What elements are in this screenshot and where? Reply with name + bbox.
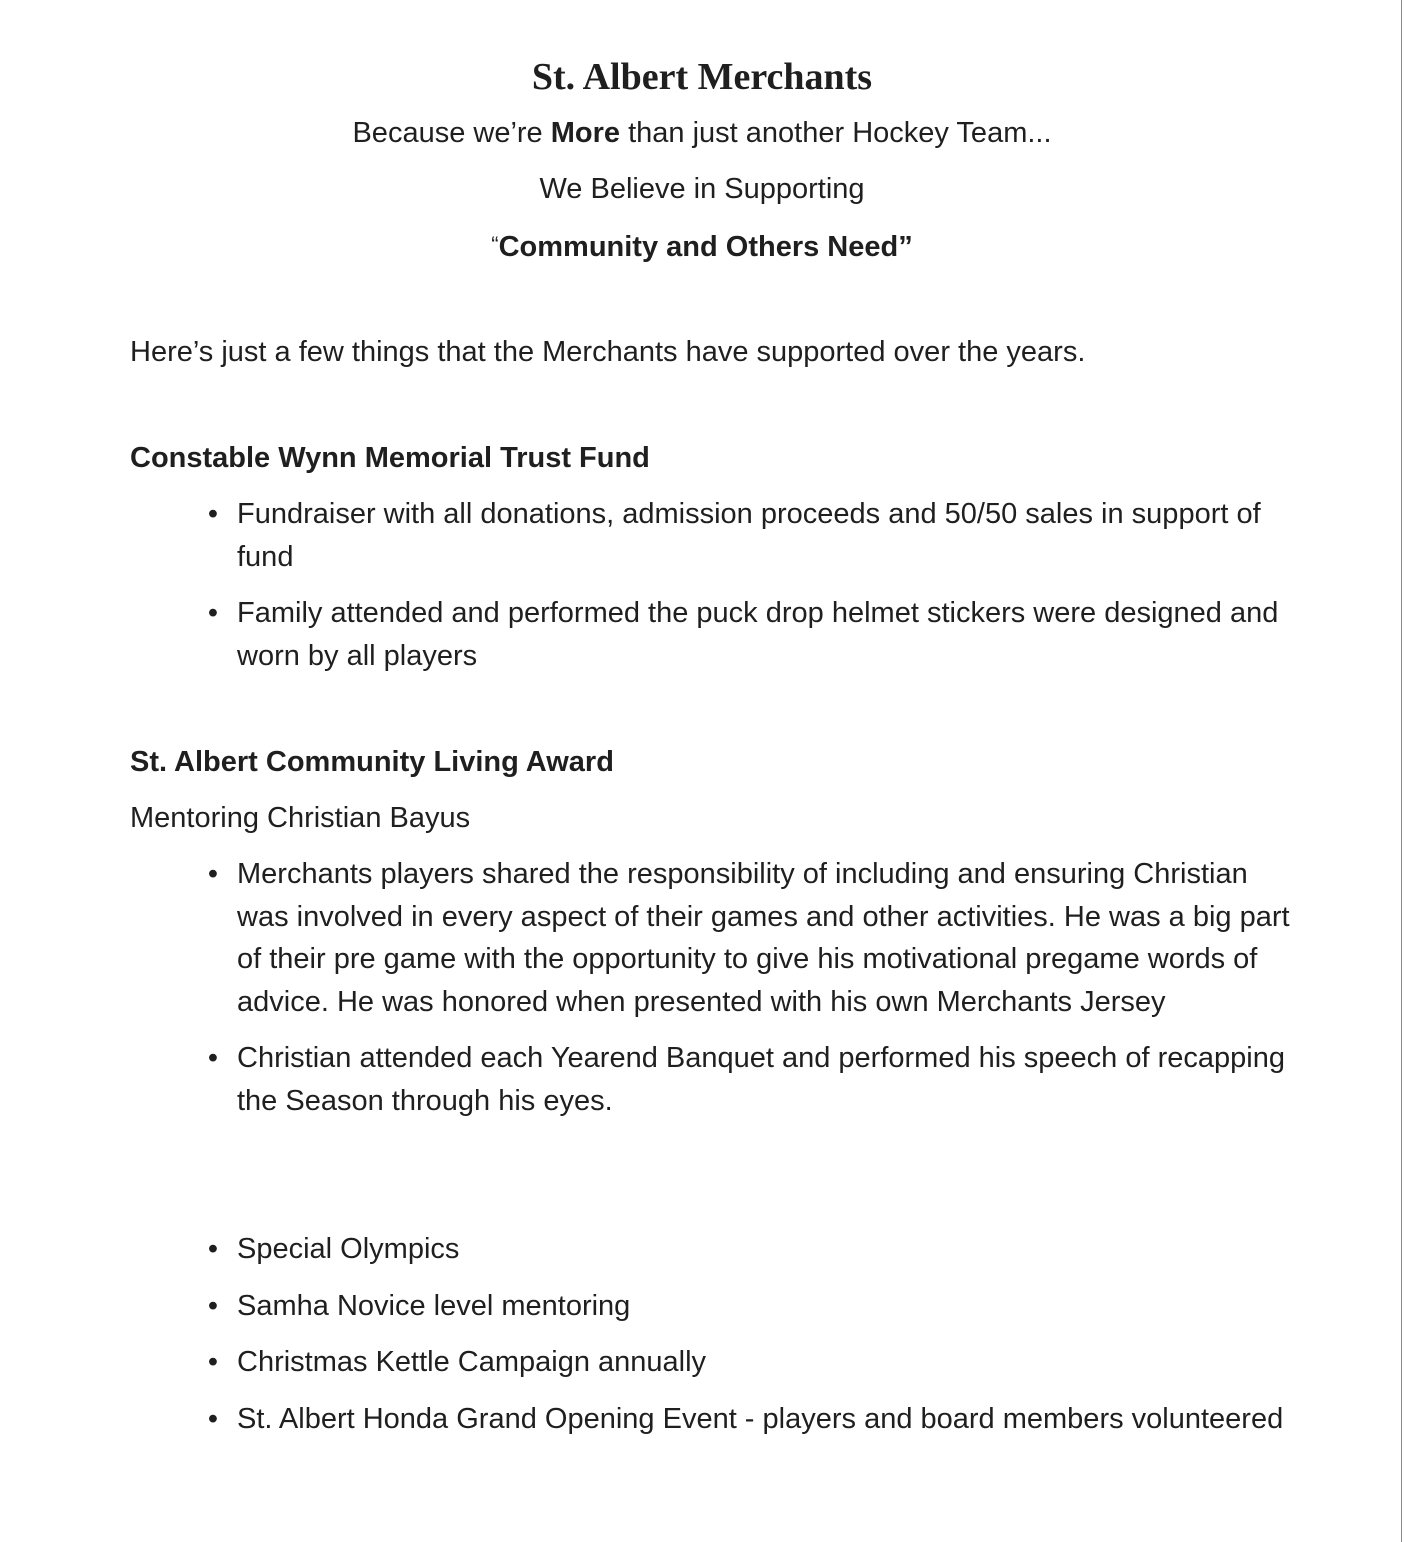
list-item-text: Samha Novice level mentoring (237, 1289, 631, 1322)
list-item (207, 1228, 1297, 1271)
list-item (207, 1341, 1297, 1384)
tagline-prefix: Because we’re (352, 117, 551, 149)
motto-open-quote: “ (491, 232, 499, 257)
bullet-icon: • (207, 858, 219, 890)
bullet-icon: • (207, 1042, 219, 1074)
bullet-icon: • (207, 1402, 219, 1435)
bullet-icon: • (207, 1289, 219, 1322)
list-item (207, 1037, 1297, 1122)
bullet-icon: • (207, 1233, 219, 1265)
bullet-icon: • (207, 498, 219, 530)
list-item-text: St. Albert Honda Grand Opening Event - players and board members volunteered (237, 1402, 1284, 1435)
list-item-text: Christmas Kettle Campaign annually (237, 1346, 707, 1378)
bullet-icon: • (207, 597, 219, 629)
section-heading-memorial-fund: Constable Wynn Memorial Trust Fund (130, 442, 650, 474)
tagline (0, 115, 1404, 151)
community-award-list (207, 853, 1297, 1136)
list-item (207, 853, 1297, 1023)
motto (0, 227, 1404, 265)
intro-paragraph: Here’s just a few things that the Merchants have supported over the years. (130, 336, 1086, 368)
bullet-icon: • (207, 1346, 219, 1378)
list-item-text: Fundraiser with all donations, admission proceeds and 50/50 sales in support of fund (237, 498, 1261, 573)
list-item (207, 592, 1297, 677)
list-item (207, 493, 1297, 578)
believe-line: We Believe in Supporting (539, 173, 865, 205)
list-item-text: Special Olympics (237, 1233, 460, 1265)
list-item-text: Merchants players shared the responsibility of including and ensuring Christian was involved in every aspect of their games and other activities. He was a big part of their pre game with the opportunity to give his motivational pregame words of advice. He was honored when presented with his own Merchants Jersey (237, 858, 1290, 1018)
other-support-list (207, 1228, 1297, 1454)
section-heading-community-living-award: St. Albert Community Living Award (130, 746, 614, 778)
list-item (207, 1285, 1297, 1328)
award-subheading: Mentoring Christian Bayus (130, 802, 471, 834)
list-item-text: Family attended and performed the puck drop helmet stickers were designed and worn by all players (237, 597, 1279, 672)
document-title: St. Albert Merchants (531, 56, 873, 98)
tagline-suffix: than just another Hockey Team... (620, 117, 1052, 149)
list-item (207, 1398, 1297, 1441)
memorial-fund-list (207, 493, 1297, 691)
motto-text: Community and Others Need” (498, 231, 913, 263)
list-item-text: Christian attended each Yearend Banquet and performed his speech of recapping the Season through his eyes. (237, 1042, 1285, 1117)
tagline-bold-word: More (550, 117, 621, 149)
